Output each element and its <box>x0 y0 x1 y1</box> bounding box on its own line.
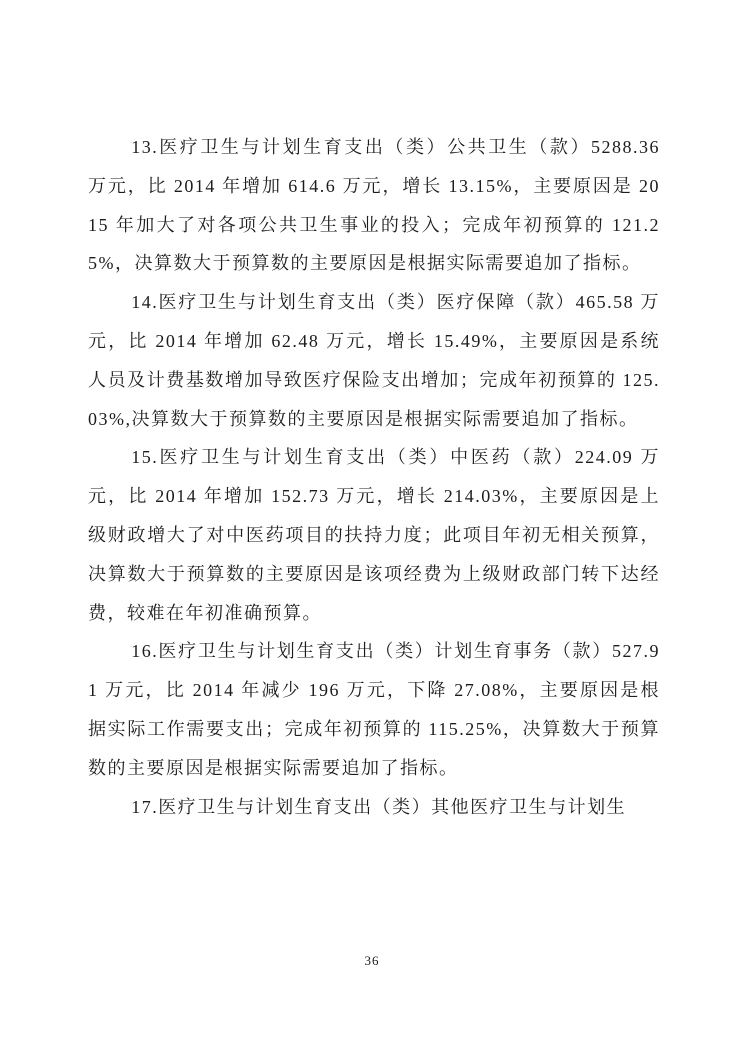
page-number: 36 <box>364 953 380 968</box>
paragraph-15: 15.医疗卫生与计划生育支出（类）中医药（款）224.09 万元，比 2014 年增加 152.73 万元，增长 214.03%，主要原因是上级财政增大了对中医药项目的扶持力度；此项目年初无相关预算，决算数大于预算数的主要原因是该项经费为上级财政部门转下达经费，较难在年初准确预算。 <box>88 447 660 623</box>
paragraph-16: 16.医疗卫生与计划生育支出（类）计划生育事务（款）527.91 万元，比 2014 年减少 196 万元，下降 27.08%，主要原因是根据实际工作需要支出；完成年初预算的 115.25%，决算数大于预算数的主要原因是根据实际需要追加了指标。 <box>88 641 660 778</box>
paragraph-13: 13.医疗卫生与计划生育支出（类）公共卫生（款）5288.36 万元，比 2014 年增加 614.6 万元，增长 13.15%，主要原因是 2015 年加大了对各项公共卫生事业的投入；完成年初预算的 121.25%，决算数大于预算数的主要原因是根据实际需要追加了指标。 <box>88 137 660 274</box>
paragraph-17: 17.医疗卫生与计划生育支出（类）其他医疗卫生与计划生 <box>131 796 627 817</box>
page-footer <box>0 952 744 970</box>
paragraph-14: 14.医疗卫生与计划生育支出（类）医疗保障（款）465.58 万元，比 2014 年增加 62.48 万元，增长 15.49%，主要原因是系统人员及计费基数增加导致医疗保险支出增加；完成年初预算的 125.03%,决算数大于预算数的主要原因是根据实际需要追加了指标。 <box>88 292 660 429</box>
document-body <box>88 128 660 826</box>
